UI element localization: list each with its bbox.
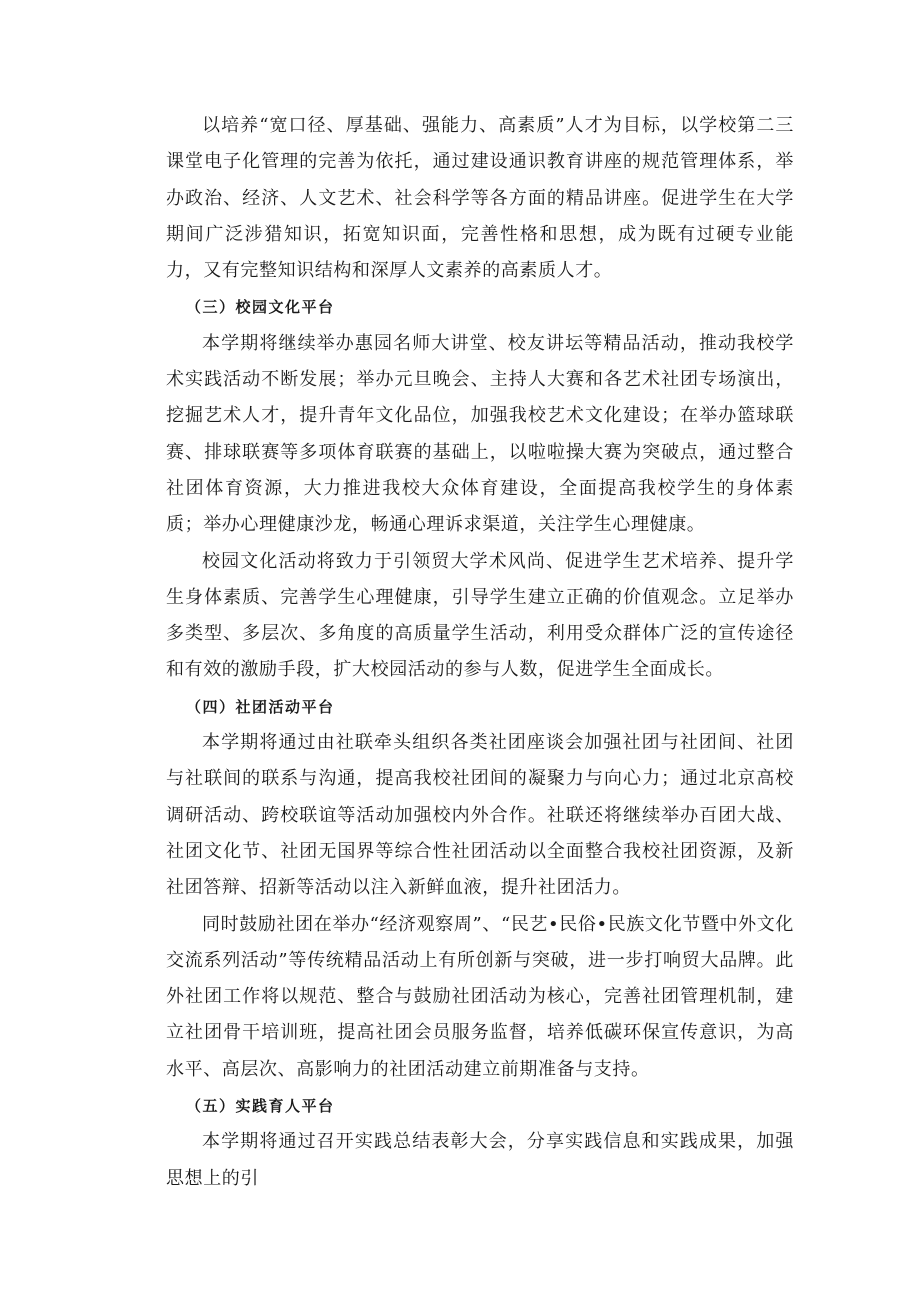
paragraph-campus-culture-goal: 校园文化活动将致力于引领贸大学术风尚、促进学生艺术培养、提升学生身体素质、完善学生心理健康，引导学生建立正确的价值观念。立足举办多类型、多层次、多角度的高质量学生活动，利用受众群体广泛的宣传途径和有效的激励手段，扩大校园活动的参与人数，促进学生全面成长。 — [166, 550, 794, 681]
paragraph-campus-activities: 本学期将继续举办惠园名师大讲堂、校友讲坛等精品活动，推动我校学术实践活动不断发展；举办元旦晚会、主持人大赛和各艺术社团专场演出，挖掘艺术人才，提升青年文化品位，加强我校艺术文化建设；在举办篮球联赛、排球联赛等多项体育联赛的基础上，以啦啦操大赛为突破点，通过整合社团体育资源，大力推进我校大众体育建设，全面提高我校学生的身体素质；举办心理健康沙龙，畅通心理诉求渠道，关注学生心理健康。 — [166, 332, 794, 536]
paragraph-practice-summary: 本学期将通过召开实践总结表彰大会，分享实践信息和实践成果，加强思想上的引 — [166, 1131, 794, 1189]
section-heading-practice-education: （五）实践育人平台 — [186, 1097, 335, 1116]
document-page — [166, 108, 794, 1197]
section-heading-club-activities: （四）社团活动平台 — [186, 697, 335, 716]
section-heading-campus-culture: （三）校园文化平台 — [186, 298, 335, 317]
paragraph-club-cooperation: 本学期将通过由社联牵头组织各类社团座谈会加强社团与社团间、社团与社联间的联系与沟通，提高我校社团间的凝聚力与向心力；通过北京高校调研活动、跨校联谊等活动加强校内外合作。社联还将继续举办百团大战、社团文化节、社团无国界等综合性社团活动以全面整合我校社团资源，及新社团答辩、招新等活动以注入新鲜血液，提升社团活力。 — [166, 732, 794, 899]
paragraph-club-innovation: 同时鼓励社团在举办“经济观察周”、“民艺•民俗•民族文化节暨中外文化交流系列活动”等传统精品活动上有所创新与突破，进一步打响贸大品牌。此外社团工作将以规范、整合与鼓励社团活动为核心，完善社团管理机制，建立社团骨干培训班，提高社团会员服务监督，培养低碳环保宣传意识，为高水平、高层次、高影响力的社团活动建立前期准备与支持。 — [166, 913, 794, 1080]
paragraph-talent-goal: 以培养“宽口径、厚基础、强能力、高素质”人才为目标，以学校第二三课堂电子化管理的完善为依托，通过建设通识教育讲座的规范管理体系，举办政治、经济、人文艺术、社会科学等各方面的精品讲座。促进学生在大学期间广泛涉猎知识，拓宽知识面，完善性格和思想，成为既有过硬专业能力，又有完整知识结构和深厚人文素养的高素质人才。 — [166, 115, 794, 282]
